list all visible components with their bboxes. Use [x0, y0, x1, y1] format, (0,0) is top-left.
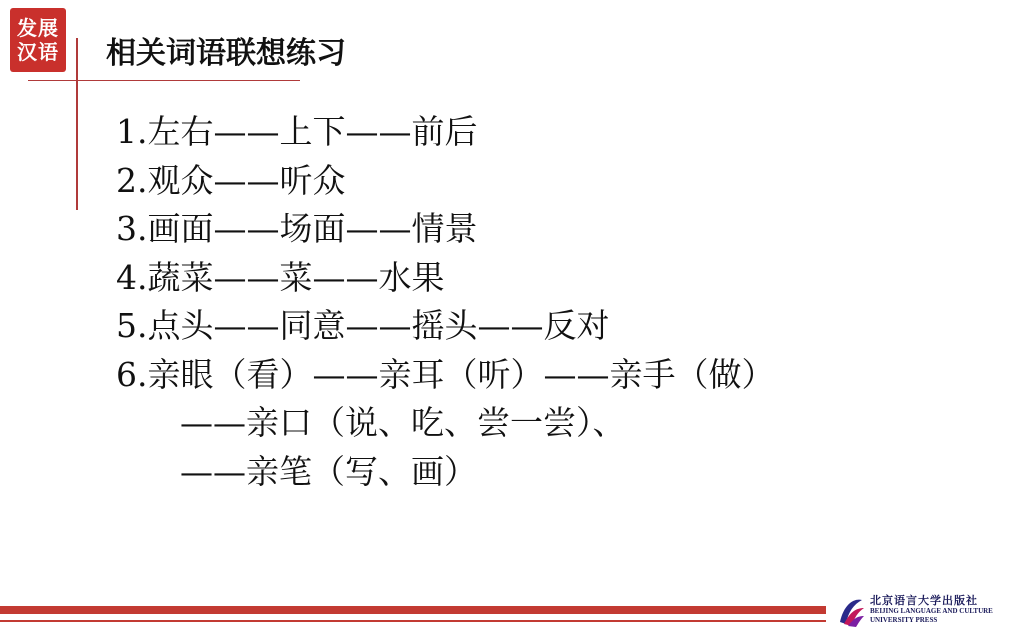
- item-number: 3.: [116, 209, 148, 248]
- publisher-logo: [836, 592, 1024, 632]
- item-number: 5.: [116, 306, 148, 345]
- logo-line-1: 发展: [17, 16, 59, 40]
- list-item: [116, 157, 775, 206]
- exercise-list: [116, 108, 775, 496]
- series-logo: [10, 8, 66, 72]
- footer-rule-thin: [0, 620, 826, 622]
- publisher-emblem-icon: [836, 594, 866, 628]
- vertical-divider: [76, 38, 78, 210]
- item-number: 4.: [116, 257, 148, 297]
- list-item: [116, 205, 775, 254]
- list-item: [116, 254, 775, 303]
- item-text: 画面——场面——情景: [147, 209, 478, 248]
- item-text: 亲眼（看）——亲耳（听）——亲手（做）: [147, 354, 775, 394]
- horizontal-divider: [28, 80, 300, 81]
- list-item: [116, 108, 775, 157]
- list-item-continuation: ——亲口（说、吃、尝一尝）、: [180, 403, 626, 442]
- publisher-name-en-2: UNIVERSITY PRESS: [870, 616, 938, 624]
- item-number: 1.: [116, 112, 148, 151]
- item-text: 左右——上下——前后: [147, 112, 478, 151]
- footer-rule-thick: [0, 606, 826, 614]
- list-item: [116, 351, 775, 400]
- publisher-name-cn: 北京语言大学出版社: [870, 594, 978, 607]
- publisher-name-en-1: BEIJING LANGUAGE AND CULTURE: [870, 607, 993, 615]
- item-number: 2.: [116, 160, 148, 200]
- list-item: [116, 302, 775, 351]
- list-item-continuation: ——亲笔（写、画）: [180, 451, 477, 491]
- item-text: 蔬菜——菜——水果: [147, 257, 445, 297]
- item-text: 观众——听众: [147, 160, 346, 200]
- slide-title: 相关词语联想练习: [106, 36, 346, 71]
- logo-line-2: 汉语: [17, 40, 59, 64]
- item-text: 点头——同意——摇头——反对: [147, 306, 610, 345]
- item-number: 6.: [116, 354, 148, 394]
